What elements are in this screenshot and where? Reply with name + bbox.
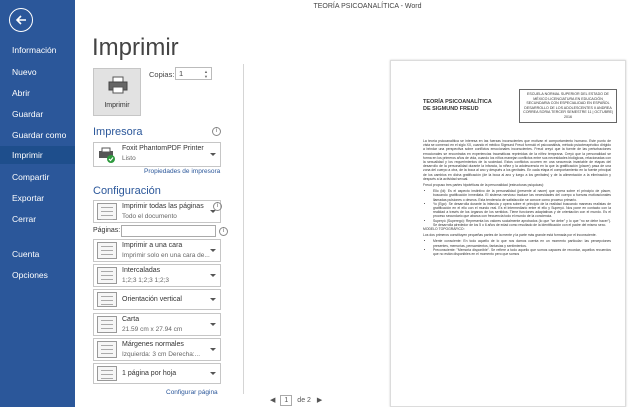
margins-dropdown[interactable] <box>93 338 221 361</box>
collated-icon <box>97 267 117 284</box>
nav-cuenta[interactable]: Cuenta <box>12 249 40 259</box>
chevron-down-icon <box>210 249 216 252</box>
print-range-dropdown[interactable] <box>93 200 221 223</box>
collate-subtitle: 1;2;3 1;2;3 1;2;3 <box>122 277 169 284</box>
current-page-input[interactable]: 1 <box>280 395 292 406</box>
paragraph: Los dos primeros constituyen pequeñas partes de la mente y la parte más grande está formada por el inconsciente. <box>423 233 597 238</box>
print-range-title: Imprimir todas las páginas <box>122 203 204 210</box>
back-arrow-icon[interactable] <box>9 8 33 32</box>
panel-divider <box>243 64 244 394</box>
sides-title: Imprimir a una cara <box>122 242 183 249</box>
nav-guardar[interactable]: Guardar <box>12 109 44 119</box>
nav-informacion[interactable]: Información <box>12 45 57 55</box>
paragraph: La teoría psicoanalítica se interesa en las fuerzas inconscientes que motivan el comportamiento humano. Este punto de vista se comenzó en el siglo XX, cuando el médico Sigmund Freud formuló el psicoanálisis, método psicoterapéutico dirigido a brindar una perspectiva sobre conflictos emocionales inconscientes. Freud creyó que la fuente de las perturbaciones emocionales se encontraba en experiencias traumáticas reprimidas de la niñez temprana. Creyó que la personalidad se forma en los primeros años de vida, cuando los niños manejan conflictos entre sus necesidades biológicas, relacionadas con la sexualidad y los requerimientos de la sociedad. Estos conflictos ocurren en una secuencia invariable de etapas del desarrollo de la personalidad durante la infancia, la niñez y la adolescencia en la que la gratificación (placer) pasa de una zona del cuerpo a otra, de la boca al ano y después a los genitales. En cada etapa el comportamiento en la fuente principal de los cambios en dicha gratificación (de la boca al ano y luego a los genitales) y de la alimentación a la eliminación y después a la actividad sexual. <box>423 139 611 181</box>
info-icon[interactable]: i <box>212 127 221 136</box>
pages-icon <box>97 203 117 220</box>
window-title: TEORÍA PSICOANALÍTICA - Word <box>313 3 422 10</box>
sides-dropdown[interactable] <box>93 239 221 262</box>
sides-subtitle: Imprimir solo en una cara de... <box>122 252 210 259</box>
chevron-down-icon <box>210 348 216 351</box>
backstage-sidebar <box>0 0 75 407</box>
printer-status: Listo <box>122 155 136 162</box>
pages-per-sheet-title: 1 página por hoja <box>122 370 177 377</box>
document-title: TEORÍA PSICOANALÍTICA DE SIGMUND FREUD <box>423 99 492 112</box>
copies-input[interactable] <box>175 67 212 80</box>
nav-exportar[interactable]: Exportar <box>12 193 45 203</box>
printer-properties-link[interactable]: Propiedades de impresora <box>144 168 221 175</box>
collate-title: Intercaladas <box>122 267 161 274</box>
margins-subtitle: Izquierda: 3 cm Derecha:... <box>122 351 201 358</box>
paper-size-subtitle: 21.59 cm x 27.94 cm <box>122 326 183 333</box>
settings-section-title: Configuración <box>93 185 161 197</box>
printer-section-label: Impresora <box>93 126 143 138</box>
list-item: • Mente consciente: En todo aquello de lo que nos damos cuenta en un momento particular: las percepciones presentes, memorias, pensamientos, fantasías y sentimientos. <box>433 239 611 247</box>
chevron-down-icon <box>210 372 216 375</box>
print-range-subtitle: Todo el documento <box>122 213 177 220</box>
page-title: Imprimir <box>92 34 179 61</box>
paper-size-title: Carta <box>122 316 140 323</box>
copies-label: Copias: <box>149 70 175 79</box>
chevron-down-icon <box>210 323 216 326</box>
printer-section-title <box>93 126 221 138</box>
nav-compartir[interactable]: Compartir <box>12 172 50 182</box>
page-navigator <box>270 395 322 406</box>
nav-cerrar[interactable]: Cerrar <box>12 214 37 224</box>
prev-page-icon[interactable]: ◀ <box>270 397 276 404</box>
printer-ready-icon <box>98 147 116 164</box>
list-item: • Ello (id): Es el aspecto instintivo de la personalidad (presente al nacer) que opera sobre el principio de placer, buscando gratificación inmediata. El sistema nervioso traduce las necesidades del cuerpo a fuerzas motivacionales llamadas pulsiones o deseos. Esta tendencia de satisfacción se conoce como proceso primario. <box>433 189 611 202</box>
print-preview-page <box>390 60 626 407</box>
paragraph: Freud propuso tres partes hipotéticas de la personalidad (estructuras psíquicas): <box>423 183 544 188</box>
printer-icon <box>108 76 128 94</box>
page-per-sheet-icon <box>97 366 117 381</box>
paper-icon <box>97 316 117 333</box>
print-button[interactable] <box>93 68 141 116</box>
nav-abrir[interactable]: Abrir <box>12 88 30 98</box>
nav-opciones[interactable]: Opciones <box>12 270 48 280</box>
page-setup-link[interactable]: Configurar página <box>166 389 218 396</box>
orientation-title: Orientación vertical <box>122 296 182 303</box>
list-item: • Yo (Ego): Se desarrolla durante la infancia y opera sobre el principio de la realidad buscando maneras realistas de gratificación en el ello con el mundo real. Es el intermediario entre el ello y Superyó. Nos pone en contacto con la realidad a través de los órganos de los sentidos. Tiene funciones adaptativas y de orientación con el mundo. Es el proceso secundario que abarca con frecuencia todo el mundo de la conciencia. <box>433 202 611 219</box>
chevron-down-icon <box>210 298 216 301</box>
nav-guardar-como[interactable]: Guardar como <box>12 130 67 140</box>
portrait-icon <box>97 292 117 307</box>
institution-block: ESCUELA NORMAL SUPERIOR DEL ESTADO DE MÉXICO LICENCIATURA EN EDUCACIÓN SECUNDARIA CON ESPECIALIDAD EN ESPAÑOL DESARROLLO DE LOS ADOLESCENTES II ANDREA CORREA SORIA TERCER SEMESTRE 11 | OCTUBRE| 2016 <box>519 89 617 123</box>
collate-dropdown[interactable] <box>93 264 221 287</box>
pages-input[interactable] <box>121 225 216 237</box>
nav-nuevo[interactable]: Nuevo <box>12 67 37 77</box>
paper-size-dropdown[interactable] <box>93 313 221 336</box>
copies-value: 1 <box>179 69 184 78</box>
next-page-icon[interactable]: ▶ <box>316 397 323 404</box>
printer-name: Foxit PhantomPDF Printer <box>122 145 204 152</box>
margins-title: Márgenes normales <box>122 341 184 348</box>
document-body <box>423 139 611 256</box>
chevron-down-icon <box>210 274 216 277</box>
margins-icon <box>97 341 117 358</box>
pages-per-sheet-dropdown[interactable] <box>93 363 221 384</box>
info-icon[interactable]: i <box>219 227 228 236</box>
page-total: de 2 <box>297 397 311 404</box>
list-item: • Superyó (Superego): Representa los valores socialmente aprobados (lo que "se debe" y lo que "no se debe hacer"). Se desarrolla alrededor de los 5 o 6 años de edad como resultado de la identificación con el padre del mismo sexo. <box>433 219 611 227</box>
printer-dropdown[interactable] <box>93 142 221 167</box>
print-button-label: Imprimir <box>104 102 130 109</box>
subheading: MODELO TOPOGRÁFICO: <box>423 227 465 232</box>
pages-label: Páginas: <box>93 227 121 234</box>
one-sided-icon <box>97 242 117 259</box>
spinner-arrows-icon[interactable]: ▲ ▼ <box>204 69 208 79</box>
info-icon[interactable]: i <box>213 202 222 211</box>
orientation-dropdown[interactable] <box>93 289 221 310</box>
chevron-down-icon <box>210 153 216 156</box>
nav-imprimir[interactable]: Imprimir <box>0 146 75 164</box>
list-item: • Preconsciente: "Memoria disponible". Se refiere a todo aquello que somos capaces de recordar, aquellos recuerdos que no están disponibles en el momento pero que somos <box>433 248 611 256</box>
